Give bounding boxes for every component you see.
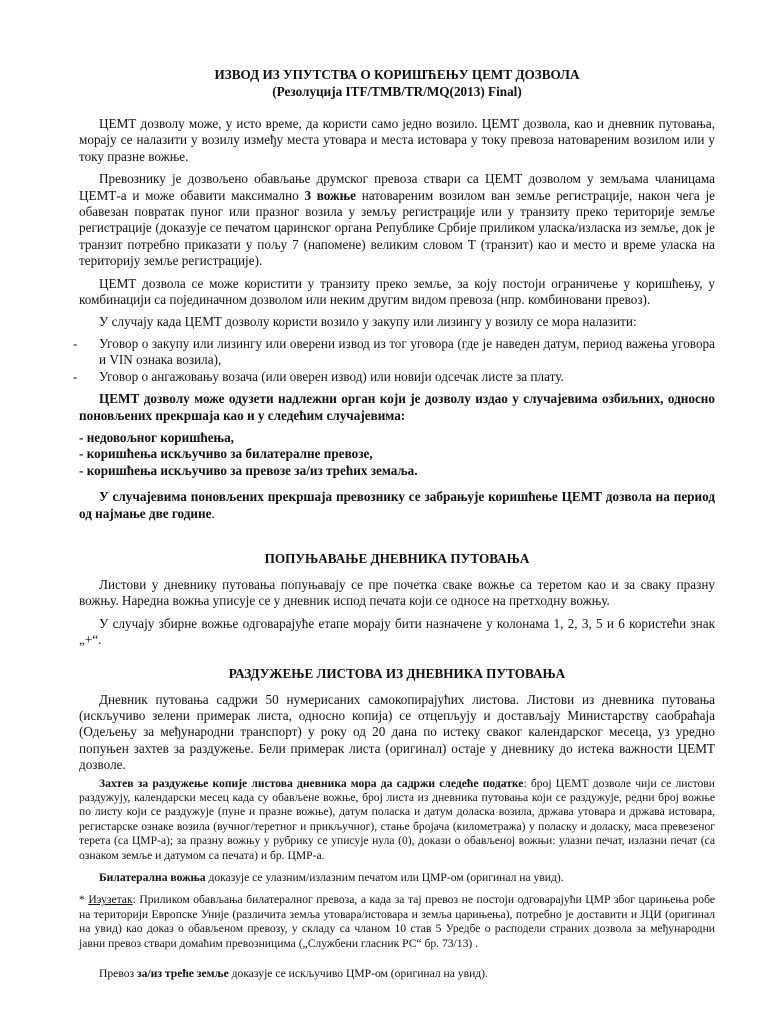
section-three-paragraph-one: Дневник путовања садржи 50 нумерисаних самокопирајућих листова. Листови из дневника путовања (искључиво зелени примерак листа, односно копија) се отцепљују и достављају Министарству саобраћаја (Одељењу за међународни транспорт) у року од 20 дана по истеку сваког календарског месеца, уз уредно попуњен захтев за раздужење. Бели примерак листа (оригинал) остаје у дневнику до истека важности ЦЕМТ дозволе. bbox=[79, 691, 715, 773]
third-country-text-start: Превоз bbox=[99, 967, 137, 981]
section-two-paragraph-one: Листови у дневнику путовања попуњавају се пре почетка сваке вожње са теретом као и за сваку празну вожњу. Наредна вожња уписује се у дневник испод печата који се односе на претходну вожњу. bbox=[79, 576, 715, 609]
exception-note bbox=[79, 893, 715, 951]
section-heading-discharge: РАЗДУЖЕЊЕ ЛИСТОВА ИЗ ДНЕВНИКА ПУТОВАЊА bbox=[228, 665, 566, 681]
document-subtitle: (Резолуција ITF/TMB/TR/MQ(2013) Final) bbox=[272, 84, 522, 99]
paragraph-one: ЦЕМТ дозволу може, у исто време, да користи само једно возило. ЦЕМТ дозвола, као и дневник путовања, морају се налазити у возилу између места утовара и места истовара у току превоза натовареним возилом или у току празне вожње. bbox=[79, 116, 715, 164]
list-item: - недовољног коришћења, bbox=[79, 429, 234, 445]
paragraph-three: ЦЕМТ дозвола се може користити у транзиту преко земље, за коју постоји ограничење у коришћењу, у комбинацији са појединачном дозволом или неким другим видом превоза (нпр. комбиновани превоз). bbox=[79, 275, 715, 308]
list-item: - Уговор о ангажовању возача (или оверен извод) или новији одсечак листе за плату. bbox=[79, 369, 715, 385]
paragraph-five: ЦЕМТ дозволу може одузети надлежни орган који је дозволу издао у случајевима озбиљних, односно поновљених прекршаја као и у следећим случајевима: bbox=[79, 391, 715, 423]
third-country-trip bbox=[79, 967, 715, 981]
paragraph-six-end: . bbox=[211, 505, 215, 521]
section-heading-filling: ПОПУЊАВАЊЕ ДНЕВНИКА ПУТОВАЊА bbox=[264, 550, 530, 566]
third-country-text-end: доказује се искључиво ЦМР-ом (оригинал на увид). bbox=[228, 967, 488, 981]
document-page bbox=[79, 66, 715, 981]
document-title: ИЗВОД ИЗ УПУТСТВА О КОРИШЋЕЊУ ЦЕМТ ДОЗВОЛА bbox=[214, 67, 580, 82]
paragraph-two bbox=[79, 171, 715, 269]
third-country-bold: за/из треће земље bbox=[137, 967, 229, 981]
paragraph-two-text-end: натовареним возилом ван земље регистрације, након чега је обавезан повратак пуног или празног возила у земљу регистрације или у транзиту преко територије земље регистрације (доказује се печатом царинског органа Републике Србије приликом уласка/изласка из земље, док је транзит потребно приказати у пољу 7 (напомене) великим словом Т (транзит) као и место и време уласка на територију земље регистрације). bbox=[79, 187, 715, 269]
small-print-block bbox=[79, 777, 715, 982]
bullet-list bbox=[79, 336, 715, 385]
request-requirements-text: : број ЦЕМТ дозволе чији се листови раздужују, календарски месец када су обављене вожње, број листа из дневника путовања који се раздужује, редни број вожње по листу који се раздужује (пуне и празне вожње), датум поласка и датум доласка возила, држава утовара и држава истовара, регистарске ознаке возила (вучног/теретног и прикључног), стање бројача (километража) у поласку и доласку, маса превезеног терета (са ЦМР-а); за празну вожњу у рубрику се уписује нула (0), докази о обављеној вожњи: улазни печат, излазни печат (са ознаком земље и датумом са печата) и бр. ЦМР-а. bbox=[79, 776, 715, 862]
section-two-paragraph-two: У случају збирне вожње одговарајуће етапе морају бити назначене у колонама 1, 2, 3, 5 и 6 користећи знак „+“. bbox=[79, 615, 715, 648]
paragraph-two-text: Превознику је дозвољено обављање друмског превоза ствари са ЦЕМТ дозволом у земљама чланицама ЦЕМТ-а и може обавити максимално bbox=[79, 171, 715, 203]
request-requirements-bold: Захтев за раздужење копије листова дневника мора да садржи следеће податке bbox=[99, 776, 524, 790]
list-item: - Уговор о закупу или лизингу или оверени извод из тог уговора (где је наведен датум, период важења уговора и VIN ознака возила), bbox=[79, 336, 715, 369]
exception-star: * bbox=[79, 893, 89, 907]
bilateral-trip-bold: Билатерална вожња bbox=[99, 871, 206, 885]
paragraph-four: У случају када ЦЕМТ дозволу користи возило у закупу или лизингу у возилу се мора налазити: bbox=[99, 314, 637, 330]
list-item: - коришћења искључиво за превозе за/из трећих земаља. bbox=[79, 462, 418, 478]
paragraph-two-bold: 3 вожње bbox=[304, 187, 356, 203]
bilateral-trip-text: доказује се улазним/излазним печатом или ЦМР-ом (оригинал на увид). bbox=[205, 871, 564, 885]
request-requirements bbox=[79, 777, 715, 863]
bold-list bbox=[79, 430, 715, 479]
bilateral-trip bbox=[79, 871, 715, 885]
paragraph-six-bold: У случајевима поновљених прекршаја превознику се забрањује коришћење ЦЕМТ дозвола на период од најмање две године bbox=[79, 489, 715, 521]
paragraph-six bbox=[79, 489, 715, 522]
exception-text: : Приликом обављања билатералног превоза, а када за тај превоз не постоји одговарајући ЦМР због царињења робе на територији Европске Уније (различита земља утовара/истовара и земља царињења), потребно је доставити и ЈЦИ (оригинал на увид) као доказ о обављеном превозу, у складу са чланом 10 став 5 Уредбе о расподели страних дозвола за међународни јавни превоз ствари домаћим превозницима („Службени гласник РС“ бр. 73/13) . bbox=[79, 893, 715, 950]
exception-label: Изузетак bbox=[88, 893, 133, 907]
list-item: - коришћења искључиво за билатералне превозе, bbox=[79, 446, 373, 462]
